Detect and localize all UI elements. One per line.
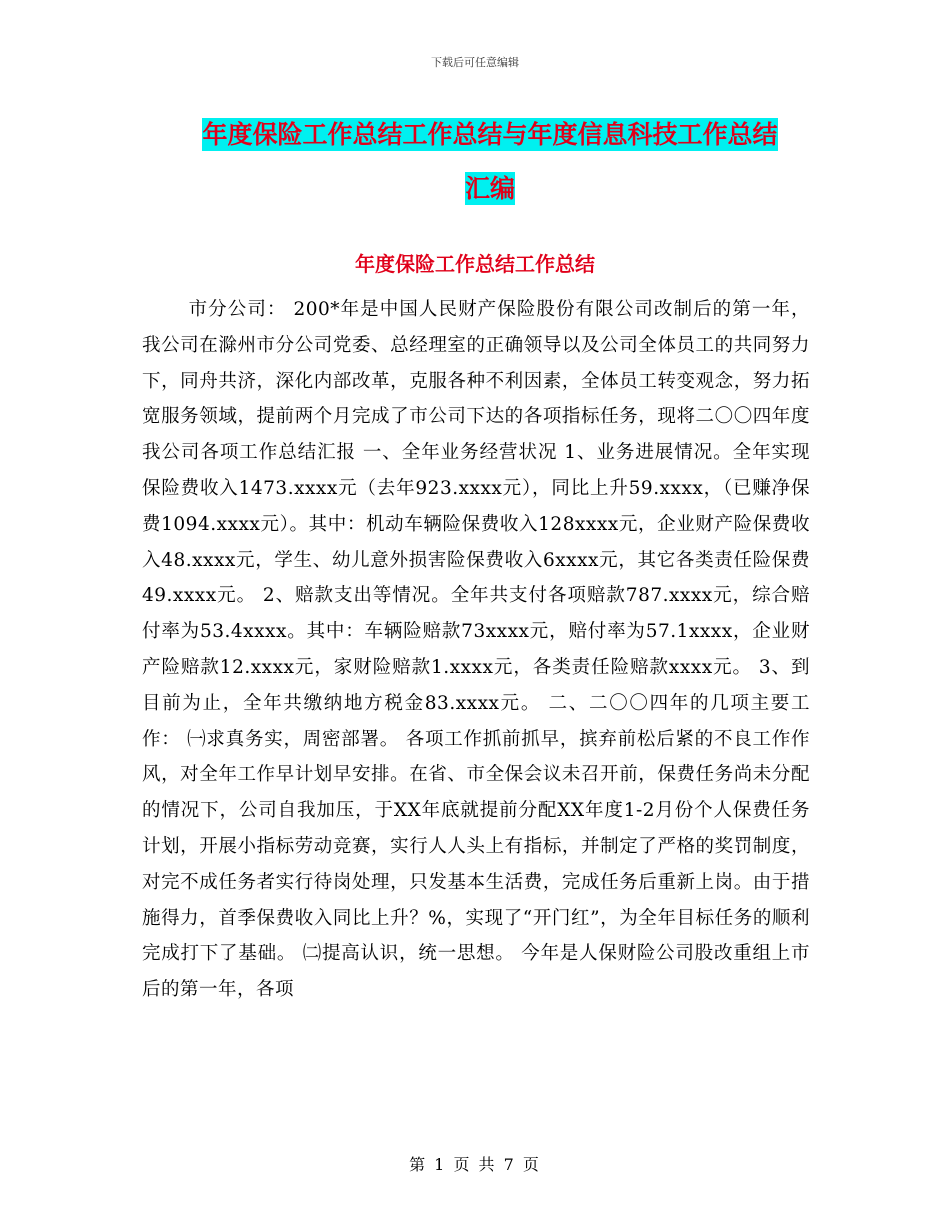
- body-text: 市分公司： 200*年是中国人民财产保险股份有限公司改制后的第一年，我公司在滁州市分公司党委、总经理室的正确领导以及公司全体员工的共同努力下，同舟共济，深化内部改革，克服各种不利因素，全体员工转变观念，努力拓宽服务领域，提前两个月完成了市公司下达的各项指标任务，现将二〇〇四年度我公司各项工作总结汇报 一、全年业务经营状况 1、业务进展情况。全年实现保险费收入1473.xxxx元（去年923.xxxx元），同比上升59.xxxx，（已赚净保费1094.xxxx元）。其中：机动车辆险保费收入128xxxx元，企业财产险保费收入48.xxxx元，学生、幼儿意外损害险保费收入6xxxx元，其它各类责任险保费49.xxxx元。 2、赔款支出等情况。全年共支付各项赔款787.xxxx元，综合赔付率为53.4xxxx。其中：车辆险赔款73xxxx元，赔付率为57.1xxxx，企业财产险赔款12.xxxx元，家财险赔款1.xxxx元，各类责任险赔款xxxx元。 3、到目前为止，全年共缴纳地方税金83.xxxx元。 二、二〇〇四年的几项主要工作： ㈠求真务实，周密部署。 各项工作抓前抓早，摈弃前松后紧的不良工作作风，对全年工作早计划早安排。在省、市全保会议未召开前，保费任务尚未分配的情况下，公司自我加压，于XX年底就提前分配XX年度1-2月份个人保费任务计划，开展小指标劳动竞赛，实行人人头上有指标，并制定了严格的奖罚制度，对完不成任务者实行待岗处理，只发基本生活费，完成任务后重新上岗。由于措施得力，首季保费收入同比上升？%，实现了“开门红”，为全年目标任务的顺利完成打下了基础。 ㈡提高认识，统一思想。 今年是人保财险公司股改重组上市后的第一年，各项: [142, 299, 810, 1001]
- section-title: 年度保险工作总结工作总结: [355, 252, 595, 276]
- document-title: [150, 108, 830, 216]
- document-title-line1: 年度保险工作总结工作总结与年度信息科技工作总结: [202, 120, 778, 149]
- body-paragraph: [142, 292, 810, 1008]
- header-note: 下载后可任意编辑: [431, 56, 519, 69]
- document-title-line2: 汇编: [464, 174, 515, 203]
- page-footer: 第 1 页 共 7 页: [409, 1155, 541, 1174]
